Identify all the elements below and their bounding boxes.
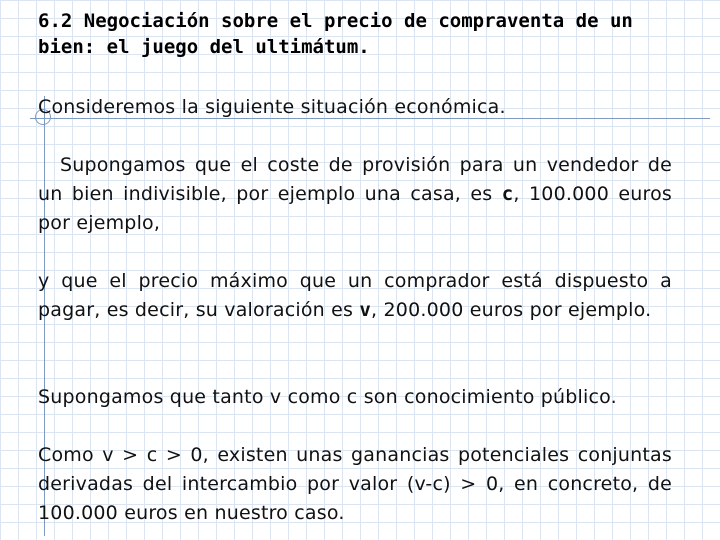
public-knowledge-paragraph: Supongamos que tanto v como c son conocimiento público. <box>38 386 617 408</box>
cost-variable: c <box>501 183 514 205</box>
valuation-variable: v <box>359 299 372 321</box>
cost-paragraph <box>38 151 672 238</box>
intro-paragraph: Consideremos la siguiente situación económica. <box>38 96 506 118</box>
cost-text-before: Supongamos que el coste de provisión para un vendedor de un bien indivisible, por ejemplo una casa, es <box>38 154 672 205</box>
gains-paragraph: Como v > c > 0, existen unas ganancias potenciales conjuntas derivadas del intercambio por valor (v-c) > 0, en concreto, de 100.000 euros en nuestro caso. <box>38 444 672 524</box>
valuation-text-after: , 200.000 euros por ejemplo. <box>371 299 652 321</box>
valuation-text-before: y que el precio máximo que un comprador está dispuesto a pagar, es decir, su valoración es <box>38 270 672 321</box>
slide-title: 6.2 Negociación sobre el precio de compraventa de un bien: el juego del ultimátum. <box>38 10 633 58</box>
cost-text-after: , 100.000 euros por ejemplo, <box>38 183 673 234</box>
valuation-paragraph <box>38 267 672 325</box>
